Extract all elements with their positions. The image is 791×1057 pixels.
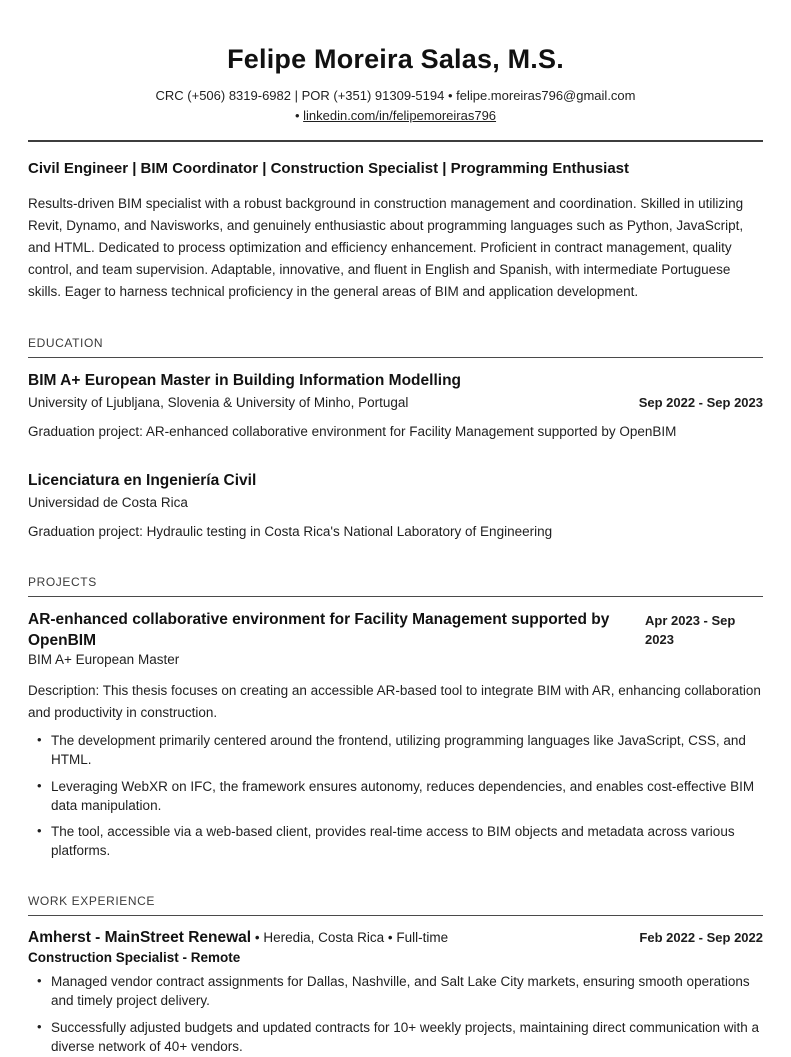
degree-subtitle-row: [28, 495, 763, 510]
work-section-rule: [28, 915, 763, 916]
work-section-label: WORK EXPERIENCE: [28, 894, 156, 909]
summary-paragraph: Results-driven BIM specialist with a robust background in construction management and coordination. Skilled in utilizing Revit, Dynamo, and Navisworks, and genuinely enthusiastic about programming languages such as Python, JavaScript, and HTML. Dedicated to process optimization and efficiency enhancement. Proficient in contract management, quality control, and team supervision. Adaptable, innovative, and fluent in English and Spanish, with intermediate Portuguese skills. Eager to harness technical proficiency in the general areas of BIM and application development.: [28, 196, 744, 299]
education-section-rule: [28, 357, 763, 358]
education-section-label: EDUCATION: [28, 336, 104, 350]
graduation-project-note: Graduation project: Hydraulic testing in Costa Rica's National Laboratory of Engineering: [28, 524, 553, 540]
bullet-separator: •: [294, 107, 304, 123]
project-bullet: • The development primarily centered around the frontend, utilizing programming languages like JavaScript, CSS, and HTML.: [28, 732, 763, 770]
projects-section-rule: [28, 596, 763, 597]
job-title: Construction Specialist - Remote: [28, 950, 241, 966]
degree-title: BIM A+ European Master in Building Information Modelling: [28, 372, 462, 389]
project-entry-1: [28, 610, 763, 861]
project-context: BIM A+ European Master: [28, 652, 180, 668]
project-title-row: [28, 610, 763, 652]
institution-name: University of Ljubljana, Slovenia & University of Minho, Portugal: [28, 394, 409, 410]
project-dates: Apr 2023 - Sep 2023: [645, 613, 736, 648]
education-entry-1: [28, 371, 763, 442]
degree-subtitle-row: [28, 395, 763, 410]
project-bullet-list: [28, 732, 763, 861]
company-name: Amherst - MainStreet Renewal: [28, 929, 252, 947]
institution-name: Universidad de Costa Rica: [28, 495, 188, 511]
section-work-experience: [28, 894, 763, 1057]
section-education: [28, 336, 763, 542]
project-description: Description: This thesis focuses on creating an accessible AR-based tool to integrate BIM with AR, enhancing collaboration and productivity in construction.: [28, 683, 761, 721]
linkedin-link[interactable]: linkedin.com/in/felipemoreiras796: [303, 107, 497, 123]
project-title: AR-enhanced collaborative environment for Facility Management supported by OpenBIM: [28, 611, 610, 650]
email-address: felipe.moreiras796@gmail.com: [456, 88, 636, 103]
professional-headline: Civil Engineer | BIM Coordinator | Construction Specialist | Programming Enthusiast: [28, 160, 629, 177]
person-name: Felipe Moreira Salas, M.S.: [227, 44, 564, 74]
education-dates: Sep 2022 - Sep 2023: [638, 394, 763, 410]
company-row: [28, 929, 763, 947]
company-line: [28, 929, 448, 947]
project-bullet: • The tool, accessible via a web-based client, provides real-time access to BIM objects and metadata across various platforms.: [28, 823, 763, 861]
company-meta: • Heredia, Costa Rica • Full-time: [251, 930, 449, 946]
work-dates: Feb 2022 - Sep 2022: [639, 930, 763, 946]
header-divider: [28, 140, 763, 142]
projects-section-label: PROJECTS: [28, 575, 97, 590]
work-bullet: • Managed vendor contract assignments for Dallas, Nashville, and Salt Lake City markets, ensuring smooth operations and timely project delivery.: [28, 973, 763, 1011]
contact-line-1: [28, 86, 763, 106]
phone-numbers: CRC (+506) 8319-6982 | POR (+351) 91309-5194 •: [155, 88, 457, 103]
work-entry-1: [28, 929, 763, 1057]
education-entry-2: [28, 471, 763, 542]
degree-title: Licenciatura en Ingeniería Civil: [28, 472, 257, 490]
work-bullet-list: [28, 973, 763, 1057]
graduation-project-note: Graduation project: AR-enhanced collaborative environment for Facility Management supported by OpenBIM: [28, 423, 677, 439]
section-projects: [28, 575, 763, 861]
work-bullet: • Successfully adjusted budgets and updated contracts for 10+ weekly projects, maintaining direct communication with a diverse network of 40+ vendors.: [28, 1019, 763, 1057]
contact-line-2: [28, 106, 763, 126]
resume-header: [28, 44, 763, 125]
project-bullet: • Leveraging WebXR on IFC, the framework ensures autonomy, reduces dependencies, and enables cost-effective BIM data manipulation.: [28, 778, 763, 816]
